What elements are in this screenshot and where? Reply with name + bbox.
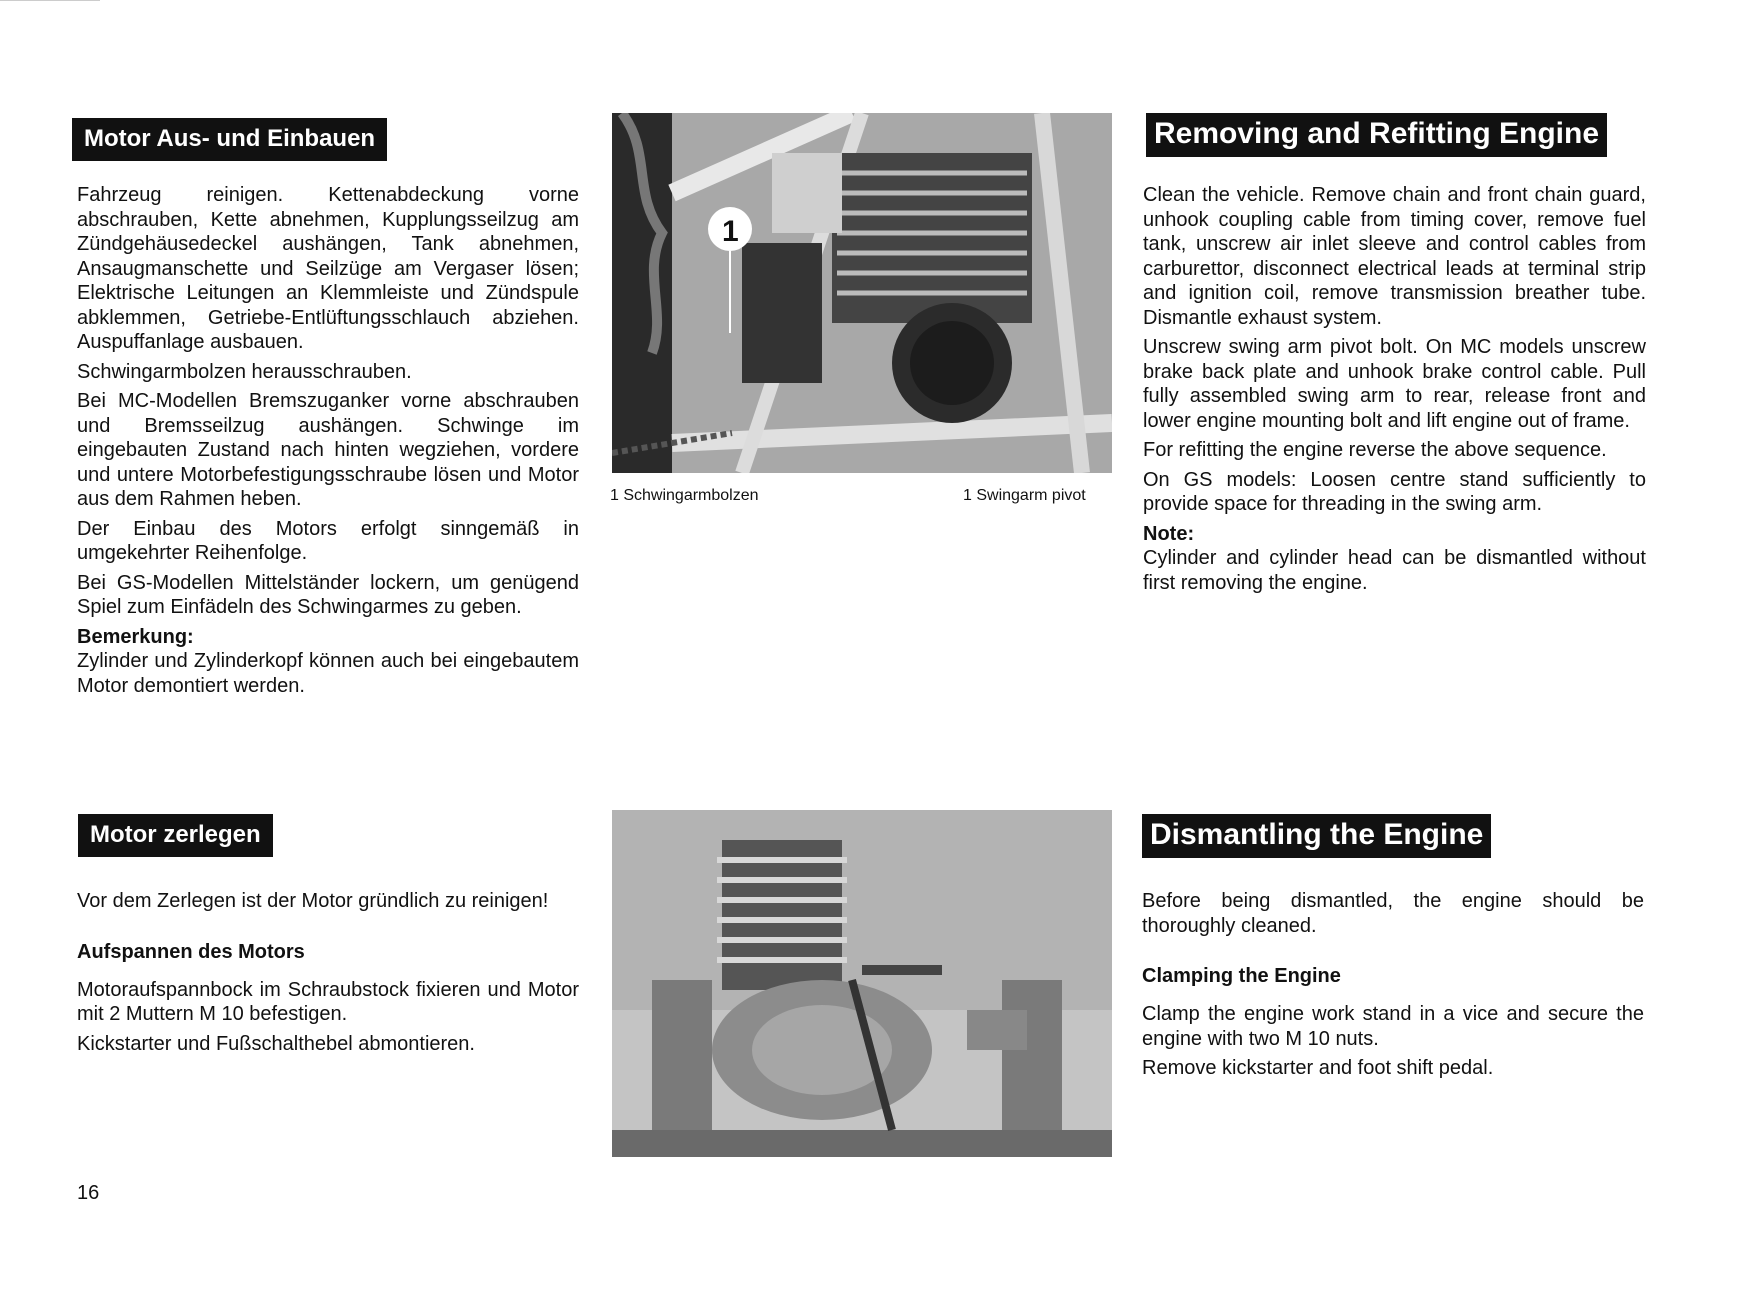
de-paragraph: Kickstarter und Fußschalthebel abmontieren. [77, 1032, 475, 1055]
de-note-label: Bemerkung: [77, 625, 194, 648]
english-text-dismantling [1142, 889, 1644, 1086]
de-intro: Vor dem Zerlegen ist der Motor gründlich zu reinigen! [77, 890, 549, 912]
en-paragraph: On GS models: Loosen centre stand sufficiently to provide space for threading in the swing arm. [1143, 468, 1646, 515]
en-paragraph: For refitting the engine reverse the above sequence. [1143, 439, 1607, 461]
english-text-removal [1143, 183, 1646, 600]
en-intro: Before being dismantled, the engine should be thoroughly cleaned. [1142, 890, 1644, 937]
photo-engine-on-stand [612, 810, 1112, 1157]
en-note-text: Cylinder and cylinder head can be dismantled without first removing the engine. [1143, 547, 1646, 594]
de-paragraph: Motoraufspannbock im Schraubstock fixieren und Motor mit 2 Muttern M 10 befestigen. [77, 978, 579, 1025]
page-number: 16 [77, 1182, 100, 1204]
caption-en: 1 Swingarm pivot [963, 487, 1086, 504]
heading-removing-refitting-engine: Removing and Refitting Engine [1146, 113, 1607, 157]
de-paragraph: Schwingarmbolzen herausschrauben. [77, 360, 412, 383]
photo-marker-1: 1 [722, 215, 739, 248]
en-subheading-clamping: Clamping the Engine [1142, 965, 1341, 987]
heading-dismantling-engine: Dismantling the Engine [1142, 814, 1491, 858]
german-text-removal [77, 183, 579, 703]
en-paragraph: Unscrew swing arm pivot bolt. On MC models unscrew brake back plate and unhook brake control cable. Pull fully assembled swing arm to rear, release front and lower engine mounting bolt and lift engine out of frame. [1143, 336, 1646, 432]
en-paragraph: Clamp the engine work stand in a vice and secure the engine with two M 10 nuts. [1142, 1003, 1644, 1050]
de-paragraph: Bei MC-Modellen Bremszuganker vorne abschrauben und Bremsseilzug aushängen. Schwinge im eingebauten Zustand nach hinten wegziehen, vordere und untere Motorbefestigungsschraube lösen und Motor aus dem Rahmen heben. [77, 390, 579, 510]
german-text-dismantling [77, 889, 579, 1061]
heading-motor-aus-einbauen: Motor Aus- und Einbauen [72, 118, 387, 161]
caption-de: 1 Schwingarmbolzen [610, 487, 759, 504]
de-paragraph: Bei GS-Modellen Mittelständer lockern, um genügend Spiel zum Einfädeln des Schwingarmes zu geben. [77, 571, 579, 618]
en-paragraph: Clean the vehicle. Remove chain and front chain guard, unhook coupling cable from timing cover, remove fuel tank, unscrew air inlet sleeve and control cables from carburettor, disconnect electrical leads at terminal strip and ignition coil, remove transmission breather tube. Dismantle exhaust system. [1143, 184, 1646, 329]
photo-engine-in-frame [612, 113, 1112, 473]
de-paragraph: Der Einbau des Motors erfolgt sinngemäß in umgekehrter Reihenfolge. [77, 517, 579, 564]
heading-motor-zerlegen: Motor zerlegen [78, 814, 273, 857]
scan-edge-line [0, 0, 100, 1]
en-paragraph: Remove kickstarter and foot shift pedal. [1142, 1057, 1494, 1079]
de-subheading-clamping: Aufspannen des Motors [77, 940, 305, 963]
de-note-text: Zylinder und Zylinderkopf können auch bei eingebautem Motor demontiert werden. [77, 650, 579, 697]
en-note-label: Note: [1143, 522, 1195, 545]
de-paragraph: Fahrzeug reinigen. Kettenabdeckung vorne abschrauben, Kette abnehmen, Kupplungsseilzug am Zündgehäusedeckel aushängen, Tank abnehmen, Ansaugmanschette und Seilzüge am Vergaser lösen; Elektrische Leitungen an Klemmleiste und Zündspule abklemmen, Getriebe-Entlüftungsschlauch abziehen. Auspuffanlage ausbauen. [77, 184, 579, 353]
